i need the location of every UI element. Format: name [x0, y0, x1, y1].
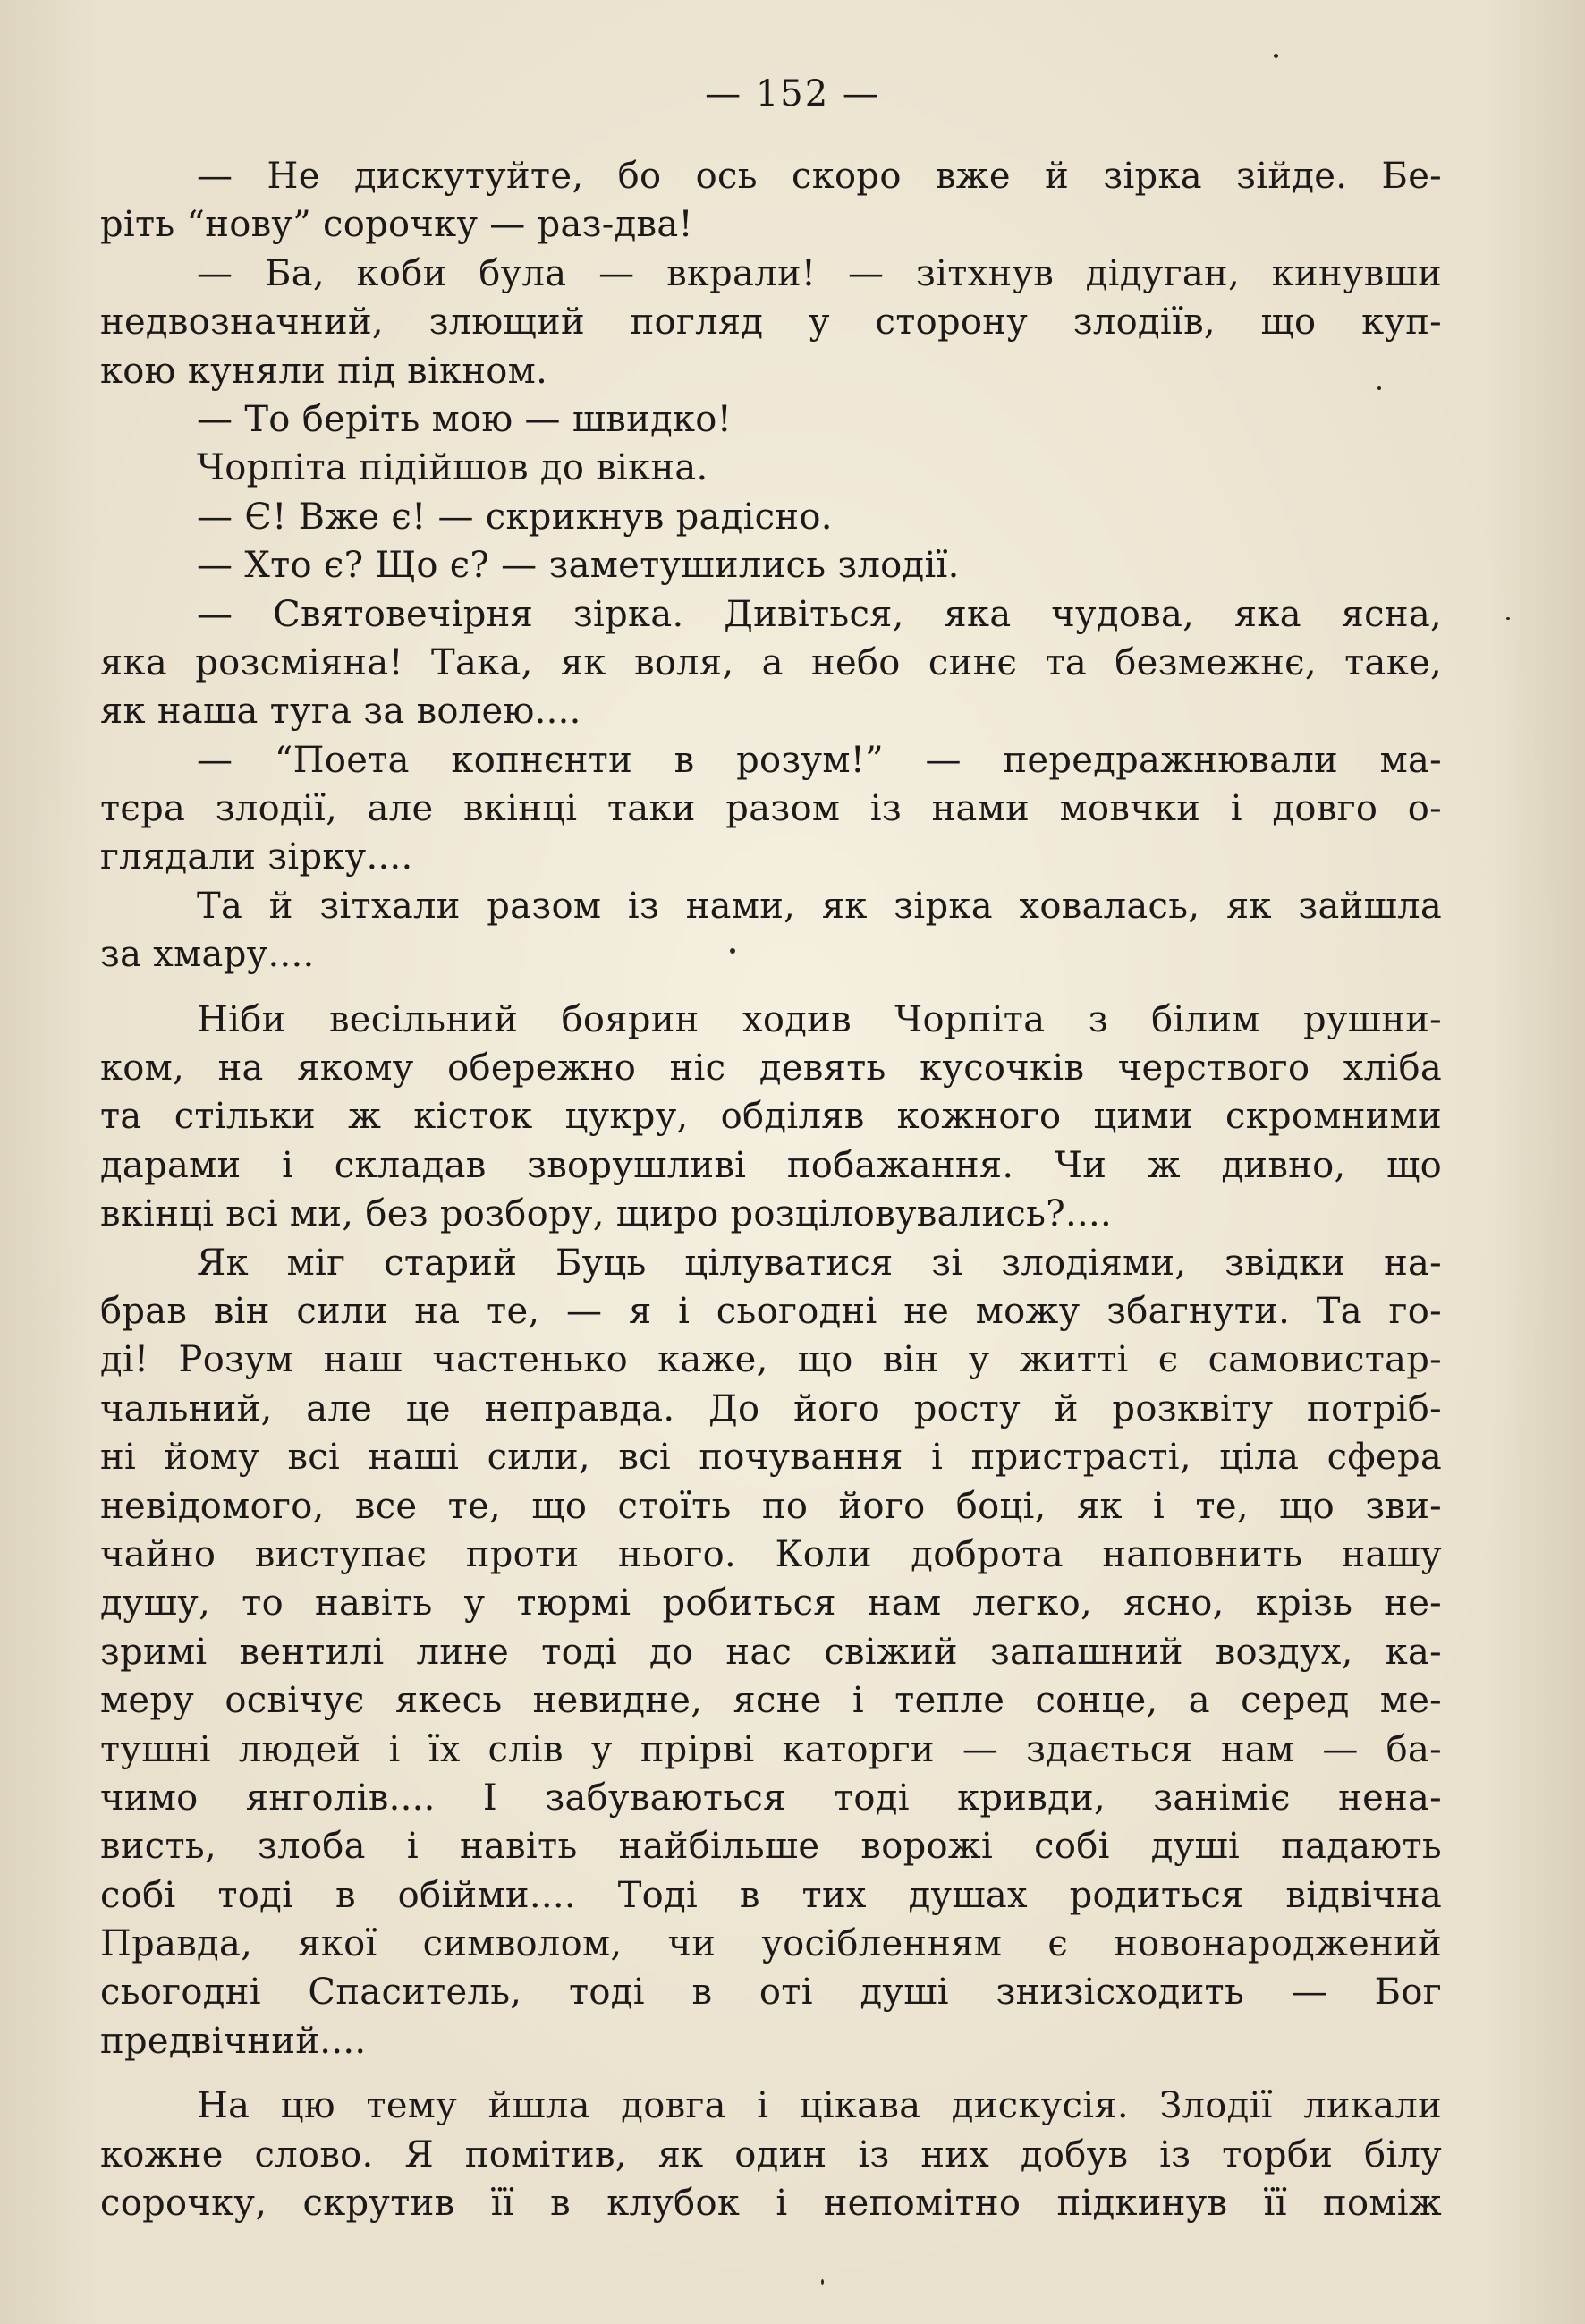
text-line: чайно виступає проти нього. Коли доброта наповнить нашу [100, 1533, 1442, 1575]
text-line: недвозначний, злющий погляд у сторону злодіїв, що куп- [100, 301, 1442, 344]
text-line: тушні людей і їх слів у прірві каторги — здається нам — ба- [100, 1728, 1442, 1770]
text-line: зримі вентилі лине тоді до нас свіжий запашний воздух, ка- [100, 1631, 1442, 1673]
text-line: як наша туга за волею.... [100, 691, 581, 733]
text-line: Чорпіта підійшов до вікна. [197, 447, 708, 489]
paper-speck [1274, 54, 1278, 58]
text-line: — Хто є? Що є? — заметушились злодії. [197, 545, 960, 587]
text-line: — Ба, коби була — вкрали! — зітхнув дідуган, кинувши [197, 252, 1442, 294]
text-line: ріть “нову” сорочку — раз-два! [100, 204, 693, 246]
paper-speck [821, 2279, 824, 2285]
text-line: душу, то навіть у тюрмі робиться нам легко, ясно, крізь не- [100, 1582, 1442, 1624]
text-line: невідомого, все те, що стоїть по його боці, як і те, що зви- [100, 1485, 1442, 1527]
text-line: висть, злоба і навіть найбільше ворожі собі душі падають [100, 1826, 1442, 1868]
text-line: ком, на якому обережно ніс девять кусочків черствого хліба [100, 1047, 1442, 1090]
text-line: Ніби весільний боярин ходив Чорпіта з білим рушни- [197, 998, 1442, 1040]
text-line: тєра злодії, але вкінці таки разом із нами мовчки і довго о- [100, 788, 1442, 830]
text-line: ні йому всі наші сили, всі почування і пристрасті, ціла сфера [100, 1437, 1442, 1479]
paper-speck [1377, 386, 1381, 390]
text-line: — Святовечірня зірка. Дивіться, яка чудова, яка ясна, [197, 593, 1442, 635]
text-line: глядали зірку.... [100, 836, 413, 878]
text-line: та стільки ж кісток цукру, обділяв кожного цими скромними [100, 1096, 1442, 1138]
text-line: Правда, якої символом, чи уосібленням є новонароджений [100, 1923, 1442, 1965]
text-line: сорочку, скрутив її в клубок і непомітно підкинув її поміж [100, 2183, 1442, 2225]
text-line: — Є! Вже є! — скрикнув радісно. [197, 496, 833, 538]
text-line: сьогодні Спаситель, тоді в оті душі знизісходить — Бог [100, 1972, 1442, 2014]
text-line: Та й зітхали разом із нами, як зірка ховалась, як зайшла [197, 885, 1442, 927]
body-text [100, 152, 1442, 2227]
text-line: предвічний.... [100, 2020, 367, 2062]
text-line: меру освічує якесь невидне, ясне і тепле сонце, а серед ме- [100, 1680, 1442, 1722]
text-line: — “Поета копнєнти в розум!” — передражнювали ма- [197, 739, 1442, 781]
page-number: — 152 — [705, 73, 880, 115]
text-line: — Не дискутуйте, бо ось скоро вже й зірка зійде. Бе- [197, 156, 1442, 197]
paper-speck [1506, 617, 1510, 620]
text-line: кою куняли під вікном. [100, 350, 548, 392]
text-line: чальний, але це неправда. До його росту й розквіту потріб- [100, 1387, 1442, 1429]
text-line: На цю тему йшла довга і цікава дискусія. Злодії ликали [197, 2085, 1442, 2127]
text-line: Як міг старий Буць цілуватися зі злодіями, звідки на- [197, 1242, 1442, 1284]
text-line: за хмару.... [100, 934, 315, 976]
text-line: — То беріть мою — швидко! [197, 398, 733, 440]
text-line: яка розсміяна! Така, як воля, а небо синє та безмежнє, таке, [100, 641, 1442, 683]
text-line: кожне слово. Я помітив, як один із них добув із торби білу [100, 2133, 1442, 2176]
text-line: собі тоді в обійми.... Тоді в тих душах родиться відвічна [100, 1874, 1442, 1916]
text-line: вкінці всі ми, без розбору, щиро розціловувались?.... [100, 1193, 1112, 1235]
text-line: чимо янголів.... І забуваються тоді кривди, заніміє нена- [100, 1777, 1442, 1819]
text-line: ді! Розум наш частенько каже, що він у житті є самовистар- [100, 1339, 1442, 1381]
text-line: брав він сили на те, — я і сьогодні не можу збагнути. Та го- [100, 1290, 1442, 1332]
text-line: дарами і складав зворушливі побажання. Чи ж дивно, що [100, 1144, 1442, 1186]
paper-speck [730, 948, 735, 954]
